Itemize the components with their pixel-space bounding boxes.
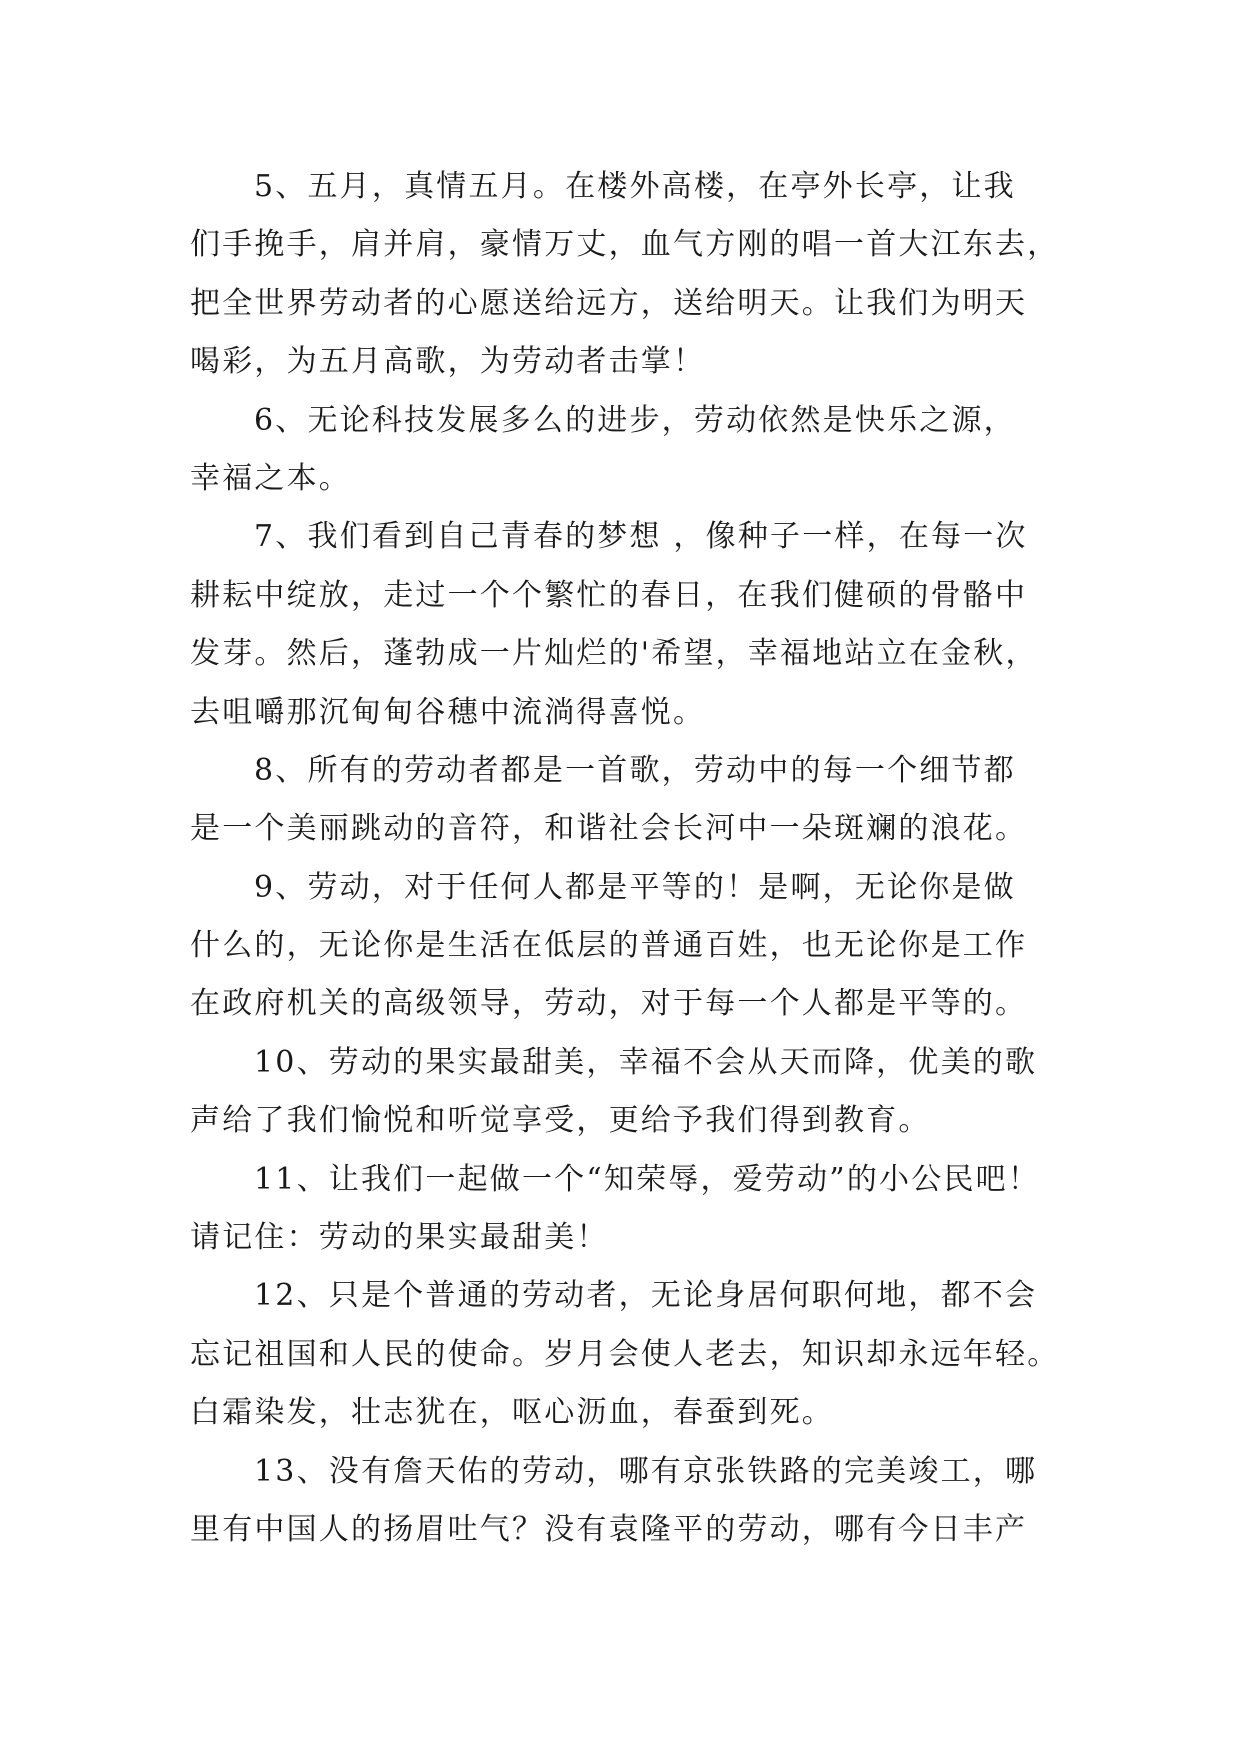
paragraph-line: 7、我们看到自己青春的梦想 ，像种子一样，在每一次 (254, 519, 1028, 555)
paragraph-line: 请记住：劳动的果实最甜美！ (190, 1220, 609, 1256)
paragraph-11 (190, 1151, 1052, 1268)
paragraph-9 (190, 859, 1052, 1034)
paragraph-line: 忘记祖国和人民的使命。岁月会使人老去，知识却永远年轻。 (190, 1336, 1060, 1372)
paragraph-line: 是一个美丽跳动的音符，和谐社会长河中一朵斑斓的浪花。 (190, 811, 1028, 847)
paragraph-10 (190, 1034, 1052, 1151)
paragraph-line: 幸福之本。 (190, 460, 351, 496)
paragraph-line: 8、所有的劳动者都是一首歌，劳动中的每一个细节都 (254, 752, 1016, 788)
paragraph-7 (190, 508, 1052, 742)
paragraph-line: 把全世界劳动者的心愿送给远方，送给明天。让我们为明天 (190, 285, 1028, 321)
paragraph-line: 在政府机关的高级领导，劳动，对于每一个人都是平等的。 (190, 986, 1028, 1022)
paragraph-line: 6、无论科技发展多么的进步，劳动依然是快乐之源， (254, 402, 1016, 438)
paragraph-line: 什么的，无论你是生活在低层的普通百姓，也无论你是工作 (190, 928, 1028, 964)
paragraph-line: 9、劳动，对于任何人都是平等的！是啊，无论你是做 (254, 869, 1016, 905)
paragraph-6 (190, 392, 1052, 509)
paragraph-8 (190, 742, 1052, 859)
paragraph-line: 耕耘中绽放，走过一个个繁忙的春日，在我们健硕的骨骼中 (190, 577, 1028, 613)
paragraph-line: 发芽。然后，蓬勃成一片灿烂的'希望，幸福地站立在金秋， (190, 636, 1038, 672)
paragraph-line: 喝彩，为五月高歌，为劳动者击掌！ (190, 344, 706, 380)
paragraph-line: 里有中国人的扬眉吐气？没有袁隆平的劳动，哪有今日丰产 (190, 1511, 1028, 1547)
paragraph-line: 5、五月，真情五月。在楼外高楼，在亭外长亭，让我 (254, 169, 1016, 204)
paragraph-line: 去咀嚼那沉甸甸谷穗中流淌得喜悦。 (190, 694, 706, 730)
paragraph-line: 白霜染发，壮志犹在，呕心沥血，春蚕到死。 (190, 1395, 834, 1431)
paragraph-line: 10、劳动的果实最甜美，幸福不会从天而降，优美的歌 (254, 1044, 1038, 1080)
paragraph-line: 11、让我们一起做一个“知荣辱，爱劳动”的小公民吧！ (254, 1161, 1041, 1197)
paragraph-13 (190, 1443, 1052, 1560)
document-body (190, 158, 1060, 1559)
paragraph-5 (190, 158, 1060, 392)
paragraph-line: 13、没有詹天佑的劳动，哪有京张铁路的完美竣工，哪 (254, 1453, 1038, 1489)
paragraph-line: 声给了我们愉悦和听觉享受，更给予我们得到教育。 (190, 1103, 931, 1139)
paragraph-12 (190, 1267, 1060, 1442)
paragraph-line: 们手挽手，肩并肩，豪情万丈，血气方刚的唱一首大江东去， (190, 227, 1060, 263)
paragraph-line: 12、只是个普通的劳动者，无论身居何职何地，都不会 (254, 1278, 1038, 1314)
